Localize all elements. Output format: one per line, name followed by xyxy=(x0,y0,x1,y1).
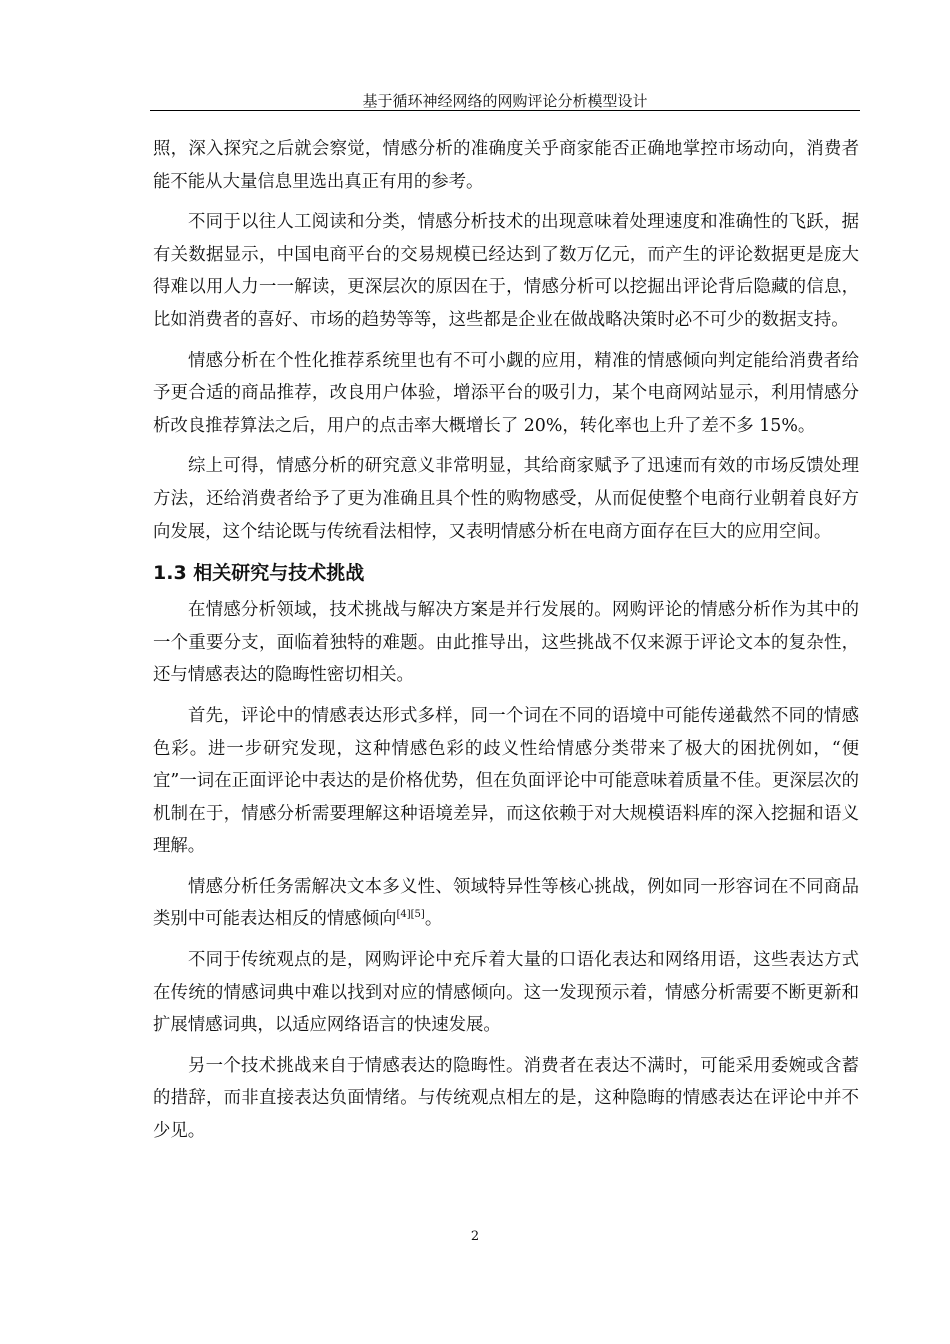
header-rule xyxy=(150,110,860,111)
page-number: 2 xyxy=(470,1229,480,1244)
paragraph: 首先，评论中的情感表达形式多样，同一个词在不同的语境中可能传递截然不同的情感色彩。进一步研究发现，这种情感色彩的歧义性给情感分类带来了极大的困扰例如，“便宜”一词在正面评论中表达的是价格优势，但在负面评论中可能意味着质量不佳。更深层次的机制在于，情感分析需要理解这种语境差异，而这依赖于对大规模语料库的深入挖掘和语义理解。 xyxy=(153,705,859,857)
page-body xyxy=(153,133,859,1148)
section-heading: 1.3 相关研究与技术挑战 xyxy=(153,562,365,585)
running-header: 基于循环神经网络的网购评论分析模型设计 xyxy=(362,92,648,110)
paragraph-end: 。 xyxy=(424,909,443,930)
paragraph: 情感分析在个性化推荐系统里也有不可小觑的应用，精准的情感倾向判定能给消费者给予更合适的商品推荐，改良用户体验，增添平台的吸引力，某个电商网站显示，利用情感分析改良推荐算法之后，用户的点击率大概增长了 20%，转化率也上升了差不多 15%。 xyxy=(153,350,859,436)
citation-reference: [4][5] xyxy=(396,909,425,921)
paragraph: 在情感分析领域，技术挑战与解决方案是并行发展的。网购评论的情感分析作为其中的一个重要分支，面临着独特的难题。由此推导出，这些挑战不仅来源于评论文本的复杂性，还与情感表达的隐晦性密切相关。 xyxy=(153,600,859,686)
paragraph: 不同于以往人工阅读和分类，情感分析技术的出现意味着处理速度和准确性的飞跃，据有关数据显示，中国电商平台的交易规模已经达到了数万亿元，而产生的评论数据更是庞大得难以用人力一一解读，更深层次的原因在于，情感分析可以挖掘出评论背后隐藏的信息，比如消费者的喜好、市场的趋势等等，这些都是企业在做战略决策时必不可少的数据支持。 xyxy=(153,212,859,330)
paragraph: 综上可得，情感分析的研究意义非常明显，其给商家赋予了迅速而有效的市场反馈处理方法，还给消费者给予了更为准确且具个性的购物感受，从而促使整个电商行业朝着良好方向发展，这个结论既与传统看法相悖，又表明情感分析在电商方面存在巨大的应用空间。 xyxy=(153,456,859,542)
paragraph-continued: 照，深入探究之后就会察觉，情感分析的准确度关乎商家能否正确地掌控市场动向，消费者能不能从大量信息里选出真正有用的参考。 xyxy=(153,139,859,192)
paragraph-with-citation xyxy=(153,871,859,936)
paragraph: 不同于传统观点的是，网购评论中充斥着大量的口语化表达和网络用语，这些表达方式在传统的情感词典中难以找到对应的情感倾向。这一发现预示着，情感分析需要不断更新和扩展情感词典，以适应网络语言的快速发展。 xyxy=(153,950,859,1036)
paragraph: 另一个技术挑战来自于情感表达的隐晦性。消费者在表达不满时，可能采用委婉或含蓄的措辞，而非直接表达负面情绪。与传统观点相左的是，这种隐晦的情感表达在评论中并不少见。 xyxy=(153,1055,859,1142)
paragraph-text: 情感分析任务需解决文本多义性、领域特异性等核心挑战，例如同一形容词在不同商品类别中可能表达相反的情感倾向 xyxy=(153,876,859,930)
